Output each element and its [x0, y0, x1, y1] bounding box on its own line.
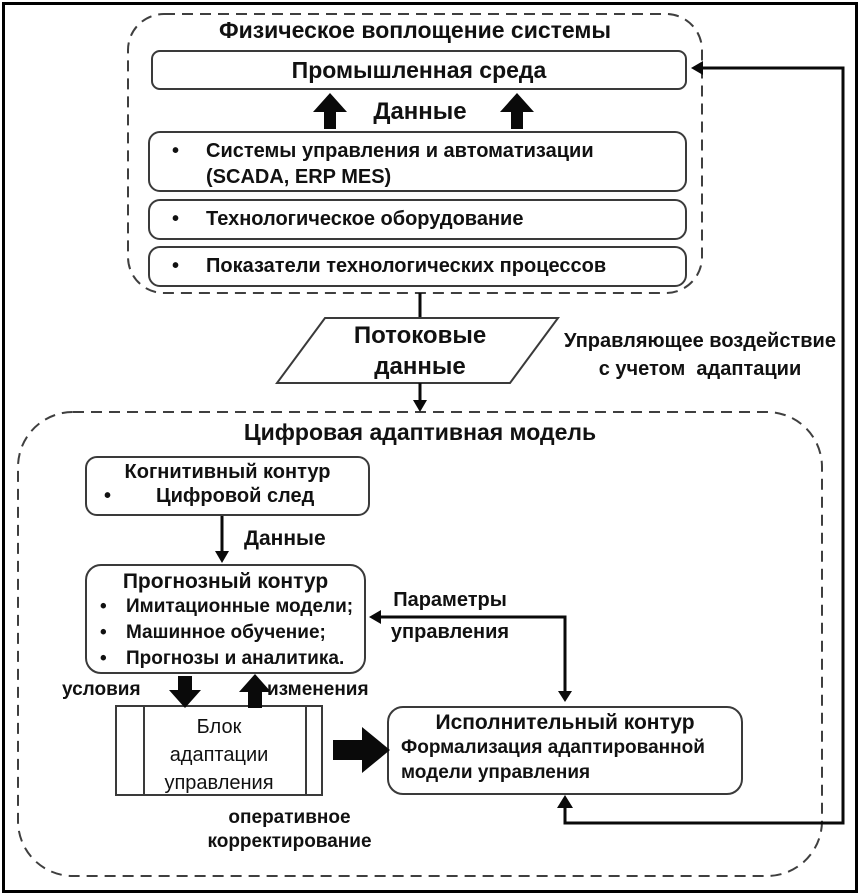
cognitive-data-arrowhead-icon [215, 551, 229, 563]
executive-line1: Формализация адаптированной [401, 737, 705, 758]
systems-line2: (SCADA, ERP MES) [206, 166, 392, 188]
conditions-label: условия [62, 679, 141, 700]
equipment-label: Технологическое оборудование [206, 208, 524, 230]
bullet-icon: • [172, 140, 180, 162]
data-label-top: Данные [373, 98, 467, 125]
cognitive-title: Когнитивный контур [124, 461, 331, 483]
digital-section-boundary [18, 412, 822, 876]
bullet-icon: • [100, 648, 107, 669]
systems-line1: Системы управления и автоматизации [206, 140, 594, 162]
executive-title: Исполнительный контур [435, 711, 695, 734]
bullet-icon: • [104, 485, 112, 507]
stream-arrowhead-icon [413, 400, 427, 412]
bullet-icon: • [100, 622, 107, 643]
digital-section-title: Цифровая адаптивная модель [243, 419, 597, 445]
adaptation-line1: Блок [196, 716, 242, 738]
executive-line2: модели управления [401, 762, 591, 783]
prognostic-title: Прогнозный контур [122, 570, 329, 593]
control-action-line2: с учетом адаптации [598, 358, 802, 380]
physical-section-title: Физическое воплощение системы [218, 17, 612, 43]
prognostic-bullet-3: Прогнозы и аналитика. [126, 648, 345, 669]
bullet-icon: • [172, 255, 180, 277]
bullet-icon: • [172, 208, 180, 230]
changes-label: изменения [267, 679, 369, 700]
bullet-icon: • [100, 596, 107, 617]
adaptation-line3: управления [164, 772, 274, 794]
operative-line2: корректирование [207, 831, 372, 852]
feedback-up-arrowhead-icon [557, 795, 573, 808]
params-line1: Параметры [393, 589, 507, 611]
control-action-line1: Управляющее воздействие [564, 330, 836, 352]
data-label-mid: Данные [244, 527, 326, 550]
stream-data-line1: Потоковые [353, 322, 487, 349]
conditions-down-arrow-icon [169, 676, 201, 708]
adaptation-line2: адаптации [169, 744, 269, 766]
operative-line1: оперативное [228, 807, 351, 828]
cognitive-bullet: Цифровой след [156, 485, 315, 507]
physical-section-boundary [128, 14, 702, 293]
stream-data-line2: данные [374, 353, 466, 380]
prognostic-bullet-2: Машинное обучение; [126, 622, 326, 643]
indicators-label: Показатели технологических процессов [206, 255, 607, 277]
params-line2: управления [390, 621, 510, 643]
params-down-arrowhead-icon [558, 691, 572, 702]
adaptation-right-arrow-icon [333, 727, 390, 773]
prognostic-bullet-1: Имитационные модели; [126, 596, 354, 617]
feedback-left-arrowhead-icon [691, 61, 703, 75]
industrial-environment-label: Промышленная среда [291, 57, 547, 83]
